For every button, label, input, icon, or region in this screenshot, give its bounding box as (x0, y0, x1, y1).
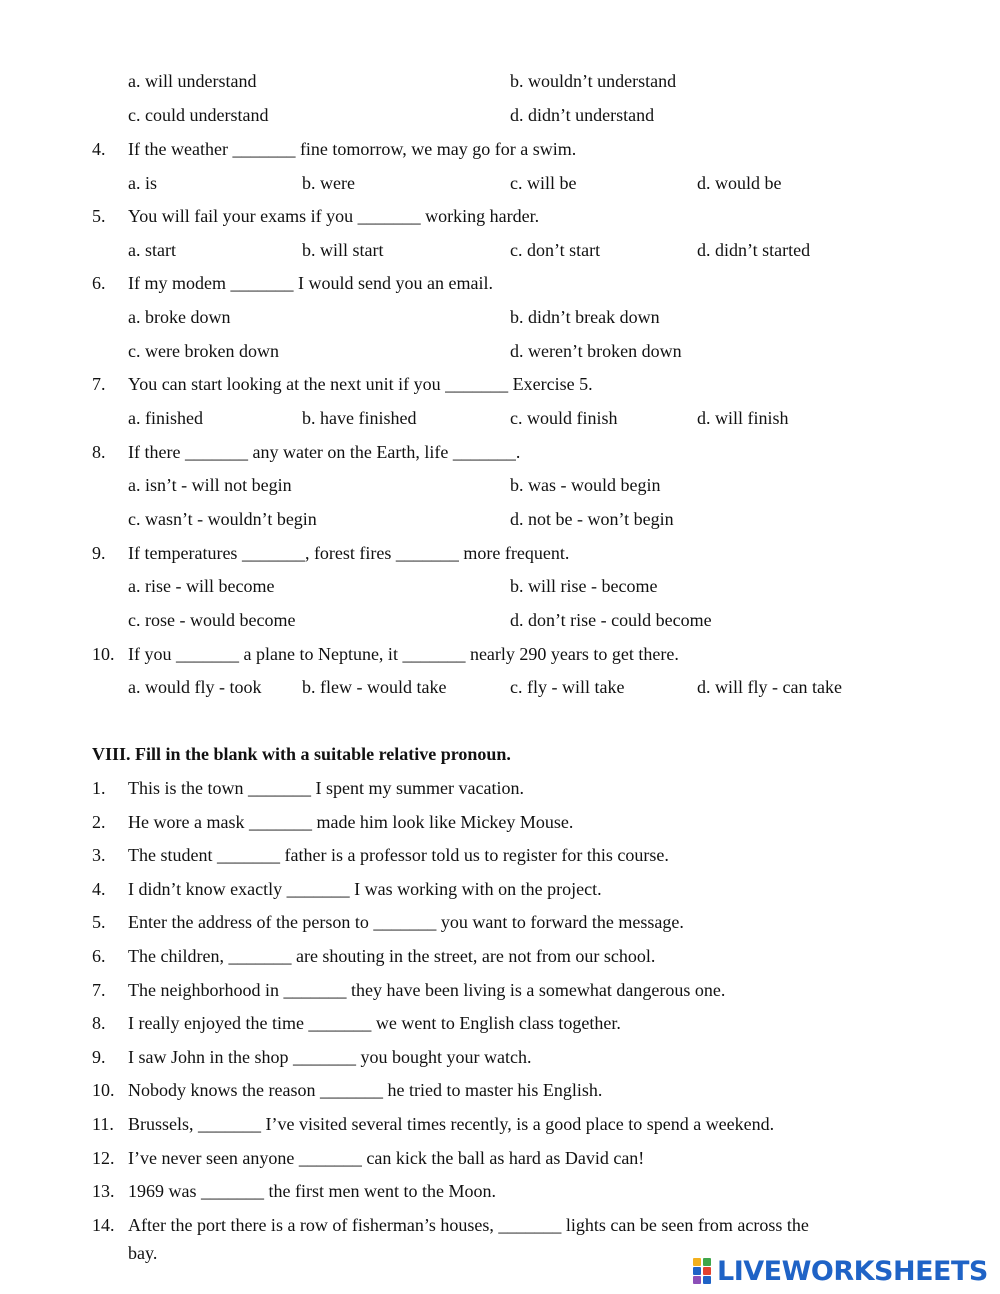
q7-option-b: b. have finished (302, 408, 417, 428)
q6-option-a: a. broke down (128, 307, 231, 327)
question-text: You will fail your exams if you _______ working harder. (128, 206, 540, 226)
q7-option-c: c. would finish (510, 408, 618, 428)
q3-option-b: b. wouldn’t understand (510, 71, 677, 91)
q3-option-c: c. could understand (128, 105, 269, 125)
q4-option-c: c. will be (510, 173, 577, 193)
question-text: If you _______ a plane to Neptune, it _______ nearly 290 years to get there. (128, 644, 679, 664)
item-number: 12. (92, 1148, 115, 1168)
q5-option-d: d. didn’t started (697, 240, 811, 260)
item-text: He wore a mask _______ made him look like Mickey Mouse. (128, 812, 574, 832)
item-number: 5. (92, 912, 106, 932)
item-number: 3. (92, 845, 106, 865)
item-number: 14. (92, 1215, 115, 1235)
item-text: I saw John in the shop _______ you bought your watch. (128, 1047, 532, 1067)
q3-option-d: d. didn’t understand (510, 105, 655, 125)
q7-option-d: d. will finish (697, 408, 789, 428)
question-number: 8. (92, 442, 106, 462)
question-text: If temperatures _______, forest fires _______ more frequent. (128, 543, 570, 563)
question-text: You can start looking at the next unit if you _______ Exercise 5. (128, 374, 593, 394)
question-number: 9. (92, 543, 106, 563)
q6-option-c: c. were broken down (128, 341, 279, 361)
q8-option-d: d. not be - won’t begin (510, 509, 674, 529)
q8-option-b: b. was - would begin (510, 475, 661, 495)
question-number: 10. (92, 644, 115, 664)
item-text: I really enjoyed the time _______ we went to English class together. (128, 1013, 621, 1033)
item-text: Brussels, _______ I’ve visited several times recently, is a good place to spend a weekend. (128, 1114, 775, 1134)
q10-option-b: b. flew - would take (302, 677, 447, 697)
item-text: I’ve never seen anyone _______ can kick the ball as hard as David can! (128, 1148, 645, 1168)
item-number: 13. (92, 1181, 115, 1201)
item-number: 11. (92, 1114, 114, 1134)
q5-option-b: b. will start (302, 240, 384, 260)
question-number: 7. (92, 374, 106, 394)
question-number: 5. (92, 206, 106, 226)
liveworksheets-logo (693, 1255, 988, 1287)
q9-option-d: d. don’t rise - could become (510, 610, 712, 630)
logo-mark-icon (693, 1258, 713, 1284)
item-text-continued: bay. (128, 1243, 158, 1263)
q6-option-d: d. weren’t broken down (510, 341, 682, 361)
q6-option-b: b. didn’t break down (510, 307, 660, 327)
q9-option-c: c. rose - would become (128, 610, 296, 630)
q9-option-b: b. will rise - become (510, 576, 658, 596)
q8-option-a: a. isn’t - will not begin (128, 475, 292, 495)
q4-option-a: a. is (128, 173, 157, 193)
question-text: If the weather _______ fine tomorrow, we may go for a swim. (128, 139, 577, 159)
section-heading: VIII. Fill in the blank with a suitable relative pronoun. (92, 744, 511, 764)
question-number: 4. (92, 139, 106, 159)
item-text: After the port there is a row of fisherman’s houses, _______ lights can be seen from across the (128, 1215, 809, 1235)
item-number: 10. (92, 1080, 115, 1100)
question-text: If my modem _______ I would send you an email. (128, 273, 493, 293)
q10-option-d: d. will fly - can take (697, 677, 842, 697)
item-text: Nobody knows the reason _______ he tried to master his English. (128, 1080, 603, 1100)
item-text: The children, _______ are shouting in the street, are not from our school. (128, 946, 656, 966)
q4-option-b: b. were (302, 173, 355, 193)
item-number: 4. (92, 879, 106, 899)
q5-option-c: c. don’t start (510, 240, 601, 260)
item-number: 1. (92, 778, 106, 798)
q10-option-a: a. would fly - took (128, 677, 262, 697)
item-number: 8. (92, 1013, 106, 1033)
q8-option-c: c. wasn’t - wouldn’t begin (128, 509, 317, 529)
item-text: This is the town _______ I spent my summer vacation. (128, 778, 524, 798)
item-number: 2. (92, 812, 106, 832)
q7-option-a: a. finished (128, 408, 203, 428)
q10-option-c: c. fly - will take (510, 677, 625, 697)
item-text: The neighborhood in _______ they have been living is a somewhat dangerous one. (128, 980, 726, 1000)
q4-option-d: d. would be (697, 173, 782, 193)
item-text: The student _______ father is a professor told us to register for this course. (128, 845, 669, 865)
item-number: 6. (92, 946, 106, 966)
brand-name: LIVEWORKSHEETS (717, 1255, 988, 1287)
q9-option-a: a. rise - will become (128, 576, 275, 596)
item-text: Enter the address of the person to _______ you want to forward the message. (128, 912, 684, 932)
question-number: 6. (92, 273, 106, 293)
item-number: 9. (92, 1047, 106, 1067)
item-text: I didn’t know exactly _______ I was working with on the project. (128, 879, 602, 899)
item-text: 1969 was _______ the first men went to the Moon. (128, 1181, 496, 1201)
q5-option-a: a. start (128, 240, 176, 260)
item-number: 7. (92, 980, 106, 1000)
question-text: If there _______ any water on the Earth, life _______. (128, 442, 521, 462)
q3-option-a: a. will understand (128, 71, 257, 91)
